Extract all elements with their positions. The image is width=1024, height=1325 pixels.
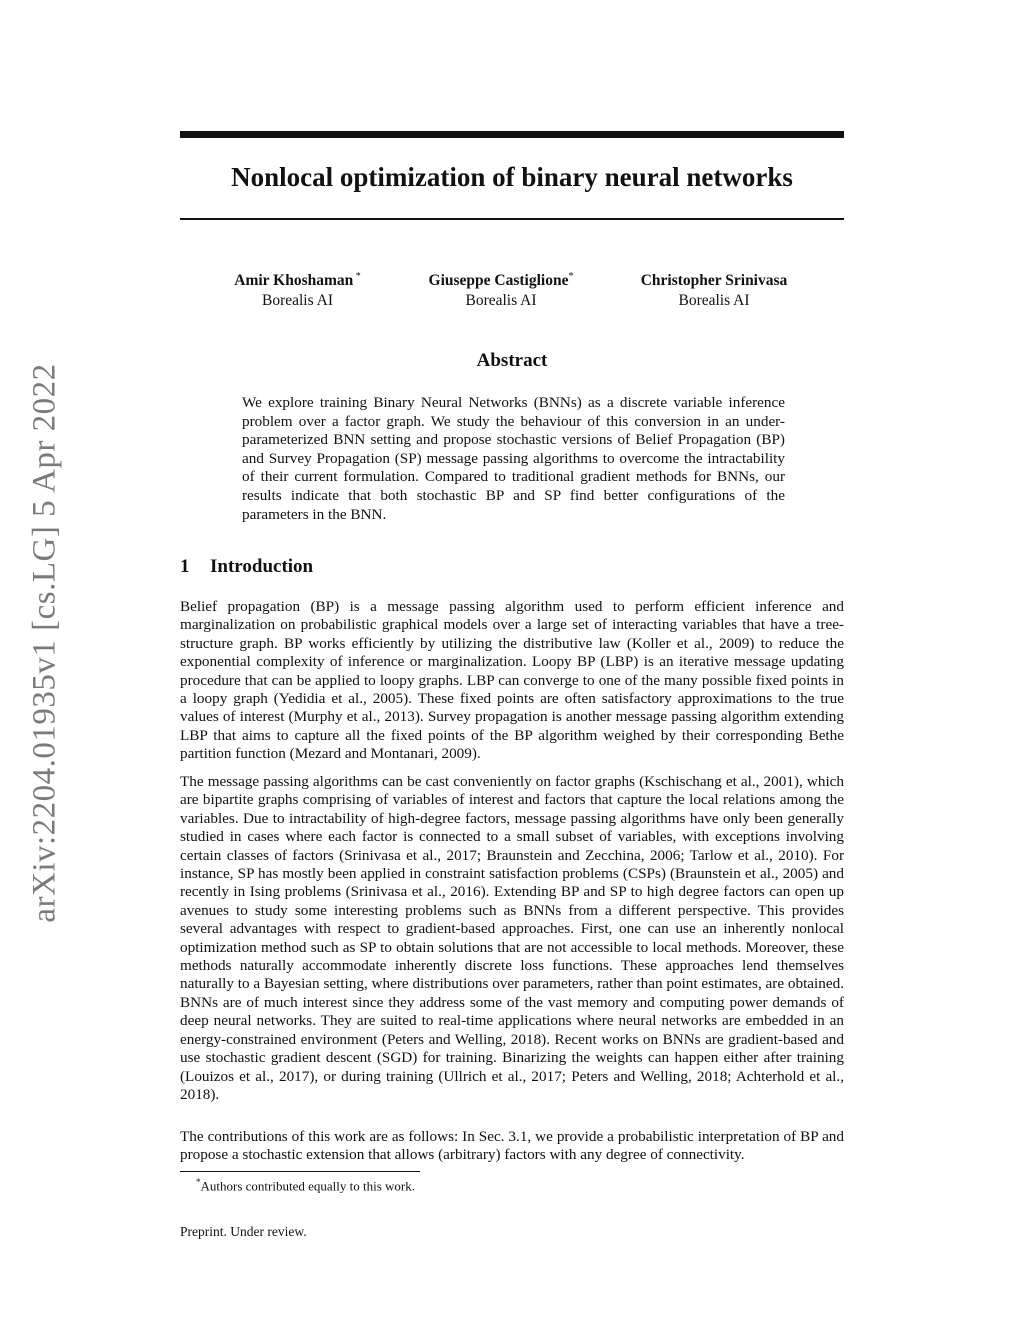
footnote-rule bbox=[180, 1171, 420, 1172]
author-affiliation: Borealis AI bbox=[465, 292, 537, 310]
title-top-rule bbox=[180, 131, 844, 138]
author-equal-contribution-mark: * bbox=[353, 271, 361, 282]
footnote-mark: * bbox=[196, 1177, 201, 1187]
footnote bbox=[196, 1177, 415, 1194]
abstract-heading: Abstract bbox=[476, 350, 548, 371]
body-paragraph: The message passing algorithms can be cast conveniently on factor graphs (Kschischang et al., 2001), which are bipartite graphs comprising of variables of interest and factors that capture the local relations among the variables. Due to intractability of high-degree factors, message passing algorithms have only been generally studied in cases where each factor is connected to a small subset of variables, with exceptions involving certain classes of factors (Srinivasa et al., 2017; Braunstein and Zecchina, 2006; Tarlow et al., 2010). For instance, SP has mostly been applied in constraint satisfaction problems (CSPs) (Braunstein et al., 2005) and recently in Ising problems (Srinivasa et al., 2016). Extending BP and SP to high degree factors can open up avenues to study some interesting problems such as BNNs from a different perspective. This provides several advantages with respect to gradient-based approaches. First, one can use an inherently nonlocal optimization method such as SP to obtain solutions that are not accessible to local methods. Moreover, these methods naturally accommodate inherently discrete loss functions. These approaches lend themselves naturally to a Bayesian setting, where distributions over parameters, rather than point estimates, are obtained. BNNs are of much interest since they address some of the vast memory and computing power demands of deep neural networks. They are suited to real-time applications where neural networks are embedded in an energy-constrained environment (Peters and Welling, 2018). Recent works on BNNs are gradient-based and use stochastic gradient descent (SGD) for training. Binarizing the weights can happen either after training (Louizos et al., 2017), or during training (Ullrich et al., 2017; Peters and Welling, 2018; Achterhold et al., 2018). bbox=[180, 773, 844, 1103]
section-heading bbox=[180, 556, 313, 578]
author-name: Christopher Srinivasa bbox=[640, 272, 788, 290]
body-paragraph: The contributions of this work are as follows: In Sec. 3.1, we provide a probabilistic interpretation of BP and propose a stochastic extension that allows (arbitrary) factors with any degree of connectivity. bbox=[180, 1128, 844, 1164]
author-affiliation: Borealis AI bbox=[261, 292, 334, 310]
author-equal-contribution-mark: * bbox=[568, 271, 574, 282]
title-bottom-rule bbox=[180, 218, 844, 220]
author-affiliation: Borealis AI bbox=[678, 292, 750, 310]
paper-title: Nonlocal optimization of binary neural networks bbox=[231, 162, 793, 192]
author-block bbox=[624, 267, 804, 311]
preprint-note: Preprint. Under review. bbox=[180, 1224, 307, 1239]
author-block bbox=[412, 267, 590, 311]
author-block bbox=[210, 267, 385, 311]
arxiv-identifier-stamp: arXiv:2204.01935v1 [cs.LG] 5 Apr 2022 bbox=[26, 363, 63, 923]
section-number: 1 bbox=[180, 556, 190, 577]
author-name: Giuseppe Castiglione* bbox=[428, 271, 574, 290]
author-name: Amir Khoshaman * bbox=[234, 271, 361, 290]
body-paragraph: Belief propagation (BP) is a message passing algorithm used to perform efficient inference and marginalization on probabilistic graphical models over a large set of interacting variables that have a tree-structure graph. BP works efficiently by utilizing the distributive law (Koller et al., 2009) to reduce the exponential complexity of inference or marginalization. Loopy BP (LBP) is an iterative message updating procedure that can be applied to loopy graphs. LBP can converge to one of the many possible fixed points in a loopy graph (Yedidia et al., 2005). These fixed points are often satisfactory approximations to the true values of interest (Murphy et al., 2013). Survey propagation is another message passing algorithm extending LBP that aims to capture all the fixed points of the BP algorithm weighed by their corresponding Bethe partition function (Mezard and Montanari, 2009). bbox=[180, 598, 844, 763]
section-title: Introduction bbox=[210, 556, 314, 577]
footnote-text: Authors contributed equally to this work. bbox=[200, 1178, 415, 1194]
abstract-text: We explore training Binary Neural Networks (BNNs) as a discrete variable inference problem over a factor graph. We study the behaviour of this conversion in an under-parameterized BNN setting and propose stochastic versions of Belief Propagation (BP) and Survey Propagation (SP) message passing algorithms to overcome the intractability of their current formulation. Compared to traditional gradient methods for BNNs, our results indicate that both stochastic BP and SP find better configurations of the parameters in the BNN. bbox=[242, 394, 785, 523]
